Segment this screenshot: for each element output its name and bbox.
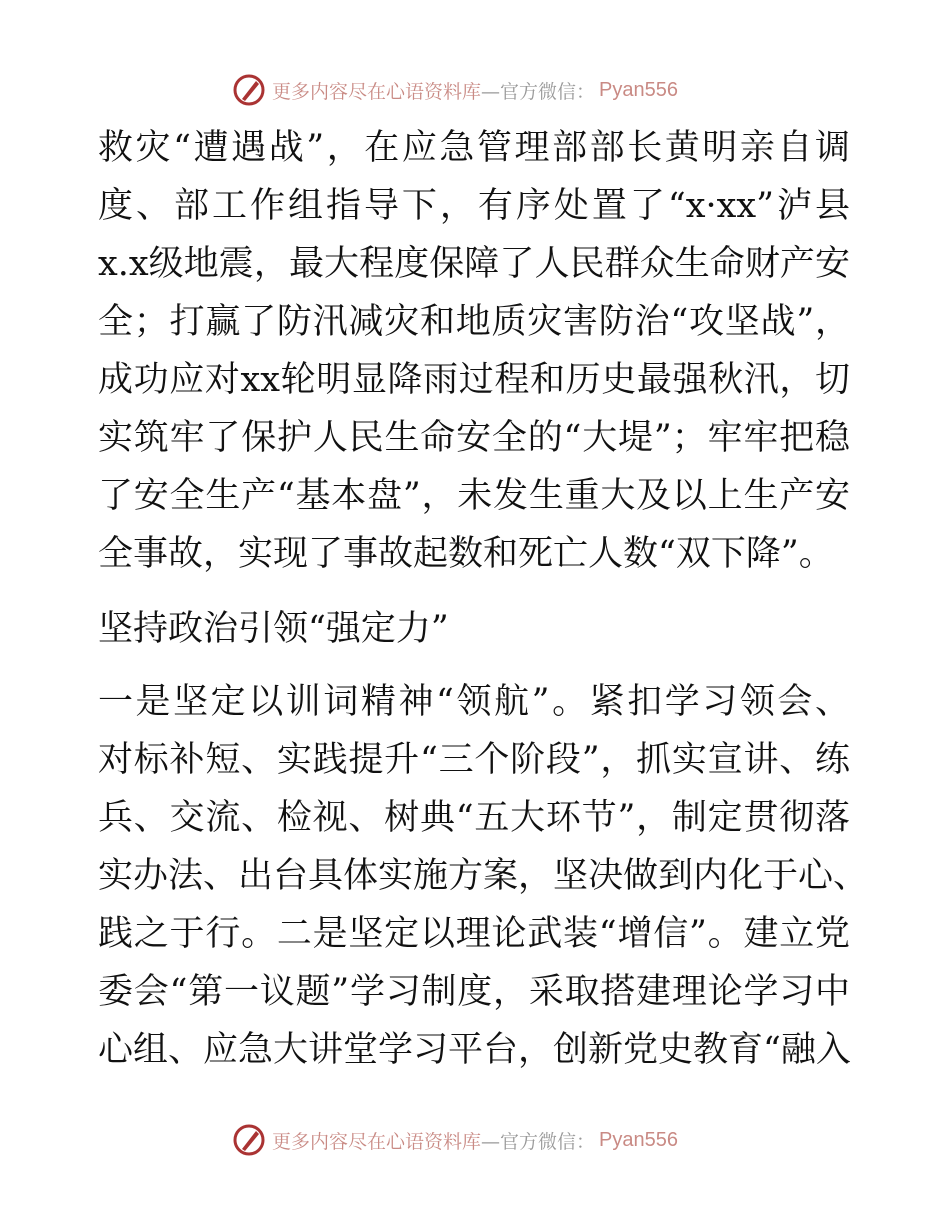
watermark-wechat-id: Pyan556 <box>599 78 678 101</box>
watermark-wechat-label: —官方微信： <box>481 1130 596 1153</box>
paragraph-line: x.x级地震，最大程度保障了人民群众生命财产安 <box>98 244 850 284</box>
pen-logo-icon <box>232 1123 266 1157</box>
paragraph-line: 兵、交流、检视、树典“五大环节”，制定贯彻落 <box>98 798 850 838</box>
paragraph-line: 全；打赢了防汛减灾和地质灾害防治“攻坚战”， <box>98 302 850 342</box>
footer-watermark <box>232 1120 678 1160</box>
section-heading: 坚持政治引领“强定力” <box>98 609 449 649</box>
watermark-text: 更多内容尽在心语资料库 <box>272 1130 482 1153</box>
header-watermark <box>232 70 678 110</box>
paragraph-line: 对标补短、实践提升“三个阶段”，抓实宣讲、练 <box>98 740 850 780</box>
paragraph-line: 践之于行。二是坚定以理论武装“增信”。建立党 <box>98 914 850 954</box>
paragraph-line: 全事故，实现了事故起数和死亡人数“双下降”。 <box>98 534 834 574</box>
paragraph-line: 成功应对xx轮明显降雨过程和历史最强秋汛，切 <box>98 360 850 400</box>
paragraph-line: 度、部工作组指导下，有序处置了“x·xx”泸县 <box>98 186 850 226</box>
paragraph-line: 救灾“遭遇战”，在应急管理部部长黄明亲自调 <box>98 128 850 168</box>
paragraph-line: 委会“第一议题”学习制度，采取搭建理论学习中 <box>98 972 850 1012</box>
paragraph-line: 实筑牢了保护人民生命安全的“大堤”；牢牢把稳 <box>98 418 850 458</box>
watermark-wechat-label: —官方微信： <box>481 80 596 103</box>
paragraph-line: 心组、应急大讲堂学习平台，创新党史教育“融入 <box>98 1030 851 1070</box>
watermark-text: 更多内容尽在心语资料库 <box>272 80 482 103</box>
pen-logo-icon <box>232 73 266 107</box>
paragraph-line: 实办法、出台具体实施方案，坚决做到内化于心、 <box>98 856 869 896</box>
watermark-wechat-id: Pyan556 <box>599 1128 678 1151</box>
paragraph-line: 一是坚定以训词精神“领航”。紧扣学习领会、 <box>98 682 850 722</box>
paragraph-line: 了安全生产“基本盘”，未发生重大及以上生产安 <box>98 476 850 516</box>
